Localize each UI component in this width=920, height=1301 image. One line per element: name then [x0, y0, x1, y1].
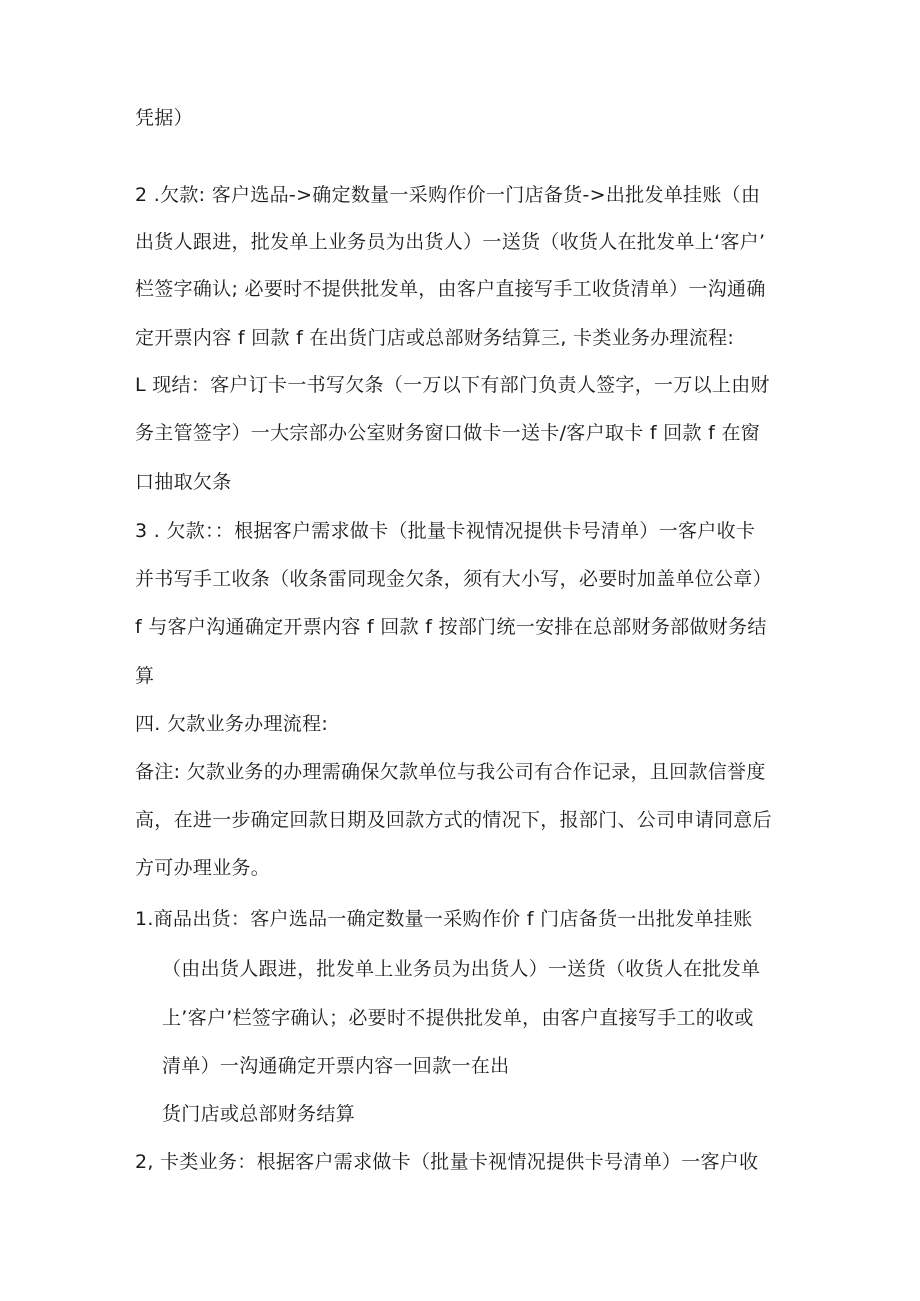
text-line: 方可办理业务。 [135, 857, 271, 879]
text-line: 清单）一沟通确定开票内容一回款一在出 [162, 1055, 510, 1077]
text-line: 货门店或总部财务结算 [162, 1103, 356, 1125]
text-line: 定开票内容 f 回款 f 在出货门店或总部财务结算三, 卡类业务办理流程: [135, 327, 735, 349]
text-line: 3 . 欠款：：根据客户需求做卡（批量卡视情况提供卡号清单）一客户收卡 [135, 520, 756, 542]
text-line: f 与客户沟通确定开票内容 f 回款 f 按部门统一安排在总部财务部做财务结 [135, 616, 767, 638]
text-line: 口抽取欠条 [135, 471, 232, 493]
text-line: 算 [135, 665, 155, 687]
text-line: 务主管签字）一大宗部办公室财务窗口做卡一送卡/客户取卡 f 回款 f 在窗 [135, 422, 761, 444]
text-line: 高，在进一步确定回款日期及回款方式的情况下，报部门、公司申请同意后 [135, 809, 772, 831]
text-line: 出货人跟进，批发单上业务员为出货人）一送货（收货人在批发单上‘客户’ [135, 231, 766, 253]
text-line: （由出货人跟进，批发单上业务员为出货人）一送货（收货人在批发单 [162, 958, 761, 980]
text-line: 2 .欠款: 客户选品->确定数量一采购作价一门店备货->出批发单挂账（由 [135, 184, 761, 206]
text-line: 凭据） [135, 107, 193, 129]
text-line: 上’客户’栏签字确认；必要时不提供批发单，由客户直接写手工的收或 [162, 1007, 754, 1029]
text-line: 备注: 欠款业务的办理需确保欠款单位与我公司有合作记录，且回款信誉度 [135, 761, 766, 783]
section-heading: 四. 欠款业务办理流程: [135, 713, 329, 735]
text-line: 并书写手工收条（收条雷同现金欠条，须有大小写，必要时加盖单位公章） [135, 568, 772, 590]
text-line: 2, 卡类业务：根据客户需求做卡（批量卡视情况提供卡号清单）一客户收 [135, 1151, 759, 1173]
text-line: L 现结：客户订卡一书写欠条（一万以下有部门负责人签字，一万以上由财 [135, 374, 770, 396]
text-line: 1.商品出货：客户选品一确定数量一采购作价 f 门店备货一出批发单挂账 [135, 908, 753, 930]
text-line: 栏签字确认; 必要时不提供批发单，由客户直接写手工收货清单）一沟通确 [135, 278, 766, 300]
